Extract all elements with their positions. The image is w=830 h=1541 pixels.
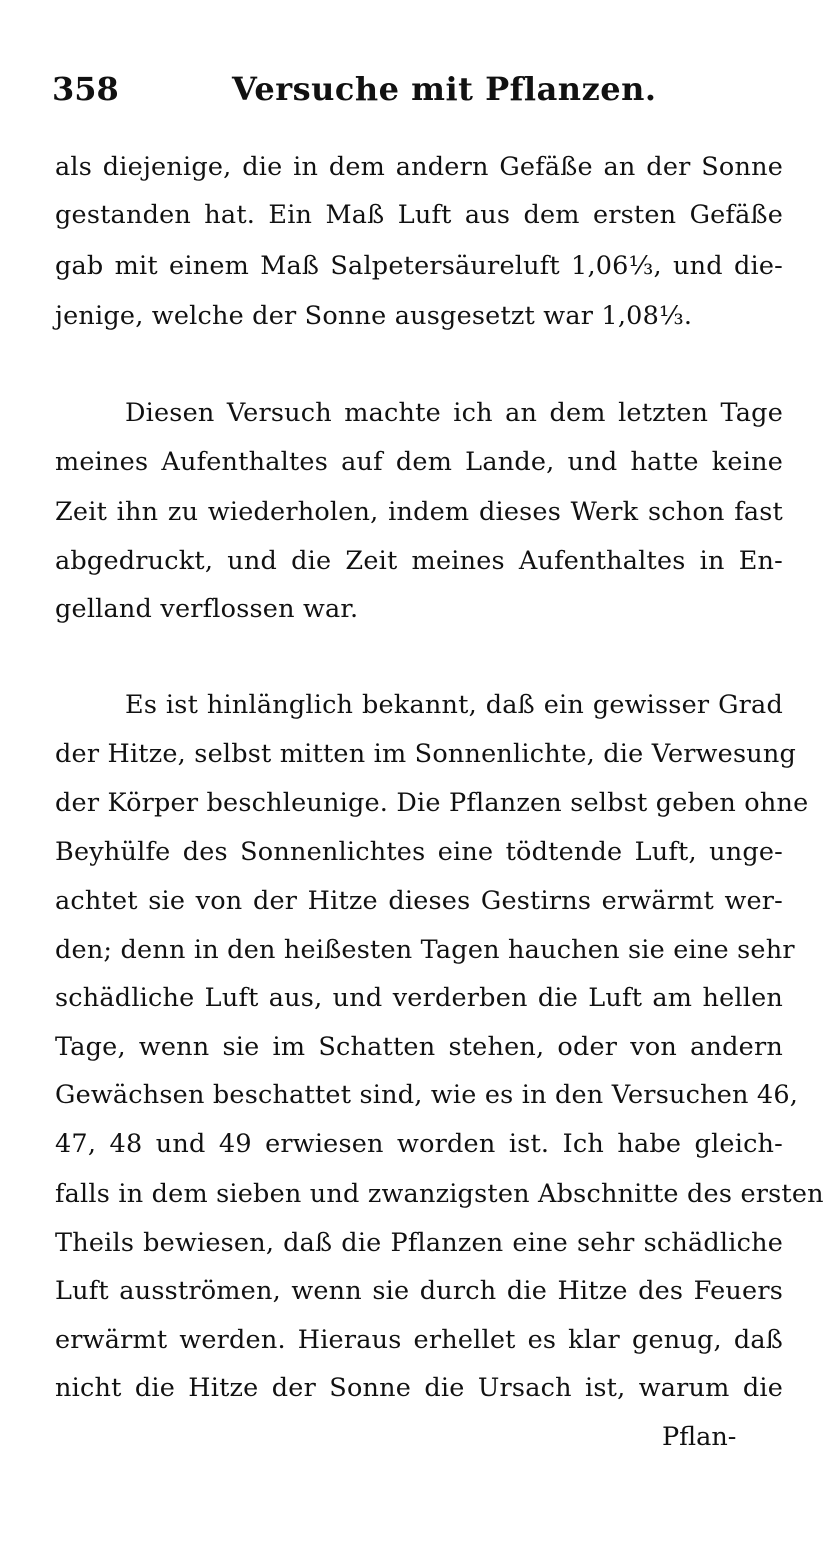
text-line: 47, 48 und 49 erwiesen worden ist. Ich habe gleich- bbox=[55, 1129, 783, 1159]
running-title: Versuche mit Pflanzen. bbox=[232, 70, 657, 108]
text-line: falls in dem sieben und zwanzigsten Abschnitte des ersten bbox=[55, 1179, 824, 1209]
catchword: Pflan- bbox=[662, 1422, 737, 1452]
text-line: abgedruckt, und die Zeit meines Aufenthaltes in En- bbox=[55, 546, 783, 576]
text-line: Diesen Versuch machte ich an dem letzten Tage bbox=[125, 398, 783, 428]
text-line: achtet sie von der Hitze dieses Gestirns erwärmt wer- bbox=[55, 886, 783, 916]
text-line: gestanden hat. Ein Maß Luft aus dem ersten Gefäße bbox=[55, 200, 783, 230]
page-header bbox=[52, 70, 782, 118]
text-line: Luft ausströmen, wenn sie durch die Hitze des Feuers bbox=[55, 1276, 783, 1306]
page-number: 358 bbox=[52, 70, 119, 108]
text-line: Beyhülfe des Sonnenlichtes eine tödtende Luft, unge- bbox=[55, 837, 783, 867]
text-line: meines Aufenthaltes auf dem Lande, und hatte keine bbox=[55, 447, 783, 477]
text-line: der Körper beschleunige. Die Pflanzen selbst geben ohne bbox=[55, 788, 809, 818]
text-line: Zeit ihn zu wiederholen, indem dieses Werk schon fast bbox=[55, 497, 783, 527]
text-line: Theils bewiesen, daß die Pflanzen eine sehr schädliche bbox=[55, 1228, 783, 1258]
text-line: nicht die Hitze der Sonne die Ursach ist, warum die bbox=[55, 1373, 783, 1403]
text-line: den; denn in den heißesten Tagen hauchen sie eine sehr bbox=[55, 935, 795, 965]
text-line: der Hitze, selbst mitten im Sonnenlichte, die Verwesung bbox=[55, 739, 797, 769]
text-line: Es ist hinlänglich bekannt, daß ein gewisser Grad bbox=[125, 690, 783, 720]
text-line: jenige, welche der Sonne ausgesetzt war 1,08⅓. bbox=[55, 301, 693, 331]
text-line: Tage, wenn sie im Schatten stehen, oder von andern bbox=[55, 1032, 783, 1062]
text-line: gelland verflossen war. bbox=[55, 594, 359, 624]
text-line: gab mit einem Maß Salpetersäureluft 1,06⅓, und die- bbox=[55, 251, 783, 281]
text-line: schädliche Luft aus, und verderben die Luft am hellen bbox=[55, 983, 783, 1013]
text-line: Gewächsen beschattet sind, wie es in den Versuchen 46, bbox=[55, 1080, 799, 1110]
text-line: erwärmt werden. Hieraus erhellet es klar genug, daß bbox=[55, 1325, 783, 1355]
text-line: als diejenige, die in dem andern Gefäße an der Sonne bbox=[55, 152, 783, 182]
